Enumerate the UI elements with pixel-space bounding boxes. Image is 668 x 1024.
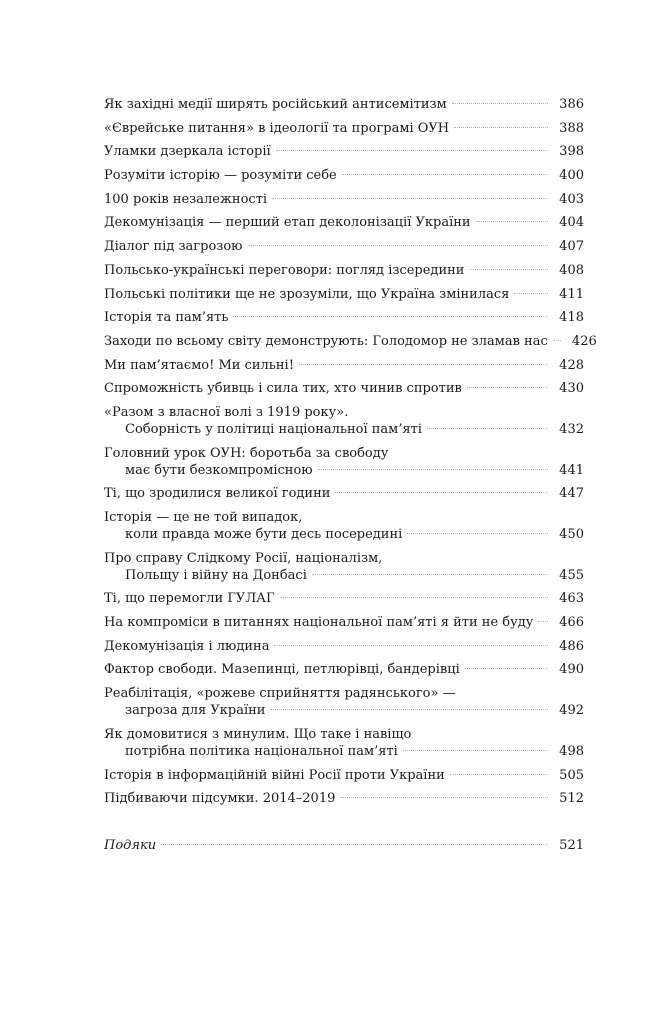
toc-entry-title: Ті, що перемогли ГУЛАГ [104, 591, 275, 607]
toc-entry-line [104, 238, 584, 255]
toc-page-number: 418 [559, 310, 584, 326]
toc-page-number: 498 [559, 743, 584, 759]
toc-entry-title: загроза для України [125, 703, 266, 719]
dot-leader [335, 492, 548, 493]
toc-entry-title: має бути безкомпромісною [125, 462, 313, 478]
toc-entry-line [104, 120, 584, 137]
toc-entry [104, 357, 584, 374]
toc-entry-title: Уламки дзеркала історії [104, 144, 271, 160]
dot-leader [312, 574, 548, 575]
dot-leader [274, 645, 548, 646]
toc-entry [104, 380, 584, 397]
toc-entry [104, 638, 584, 655]
toc-entry-title: Декомунізація — перший етап деколонізації України [104, 215, 471, 231]
toc-entry-title: коли правда може бути десь посередині [125, 527, 403, 542]
toc-entry-line [104, 790, 584, 807]
toc-entry [104, 143, 584, 160]
toc-entry-line [104, 421, 584, 438]
toc-entry [104, 767, 584, 784]
toc-entry-line [104, 767, 584, 784]
toc-entry [104, 590, 584, 607]
dot-leader [553, 340, 561, 341]
toc-entry-line [104, 509, 584, 526]
dot-leader [427, 428, 548, 429]
toc-entry-title: 100 років незалежності [104, 191, 268, 207]
toc-entry [104, 214, 584, 231]
toc-page-number: 426 [571, 333, 597, 349]
toc-entry-line [104, 661, 584, 678]
toc-entry-line [104, 214, 584, 231]
dot-leader [403, 750, 548, 751]
toc-entry-line [104, 333, 597, 350]
toc-page-number: 490 [559, 662, 584, 678]
dot-leader [469, 269, 548, 270]
toc-page-number: 403 [559, 191, 584, 207]
toc-entry-title: Історія в інформаційній війні Росії проти України [104, 767, 445, 783]
toc-entry-line [104, 262, 584, 279]
toc-entry-title: Ми пам’ятаємо! Ми сильні! [104, 357, 294, 373]
toc-entry [104, 726, 584, 760]
toc-page-number: 430 [559, 381, 584, 397]
toc-page-number: 408 [559, 262, 584, 278]
toc-entry-line [104, 726, 584, 743]
dot-leader [233, 316, 548, 317]
toc-page-number: 411 [559, 286, 584, 302]
toc-entry-line [104, 702, 584, 719]
toc-entry-line [104, 380, 584, 397]
toc-page-number: 400 [559, 168, 584, 184]
dot-leader [407, 533, 548, 534]
toc-entry-line [104, 309, 584, 326]
toc-entry-title: Польські політики ще не зрозуміли, що Україна змінилася [104, 286, 510, 302]
toc-entry [104, 167, 584, 184]
toc-entry [104, 509, 584, 543]
dot-leader [514, 293, 548, 294]
dot-leader [276, 150, 548, 151]
toc-entry [104, 445, 584, 479]
dot-leader [342, 174, 548, 175]
toc-entry-title: Ті, що зродилися великої години [104, 486, 331, 502]
toc-entry-line [104, 143, 584, 160]
toc-entry-line [104, 743, 584, 760]
toc-page-number: 432 [559, 421, 584, 437]
toc-entry [104, 790, 584, 807]
dot-leader [538, 621, 548, 622]
toc-entry-title: Соборність у політиці національної пам’яті [125, 421, 422, 437]
toc-entry-title: Як західні медії ширять російський антисемітизм [104, 97, 447, 112]
toc-entry [104, 614, 584, 631]
toc-entry-title: Історія та пам’ять [104, 310, 229, 326]
toc-entry-title: «Єврейське питання» в ідеології та програмі ОУН [104, 120, 450, 136]
toc-entry-title: Діалог під загрозою [104, 239, 243, 255]
toc-entry-title: Польсько-українські переговори: погляд ізсередини [104, 262, 465, 278]
toc-entry-title: На компроміси в питаннях національної пам’яті я йти не буду [104, 615, 534, 631]
dot-leader [465, 668, 548, 669]
toc-entry [104, 120, 584, 137]
toc-entry-title: Історія — це не той випадок, [104, 510, 303, 525]
toc-entry-title: Заходи по всьому світу демонструють: Голодомор не зламав нас [104, 333, 548, 349]
toc-entry-line [104, 167, 584, 184]
toc-entry-title: Як домовитися з минулим. Що таке і навіщо [104, 726, 412, 742]
dot-leader [272, 198, 548, 199]
dot-leader [452, 103, 548, 104]
toc-page-number: 486 [559, 638, 584, 654]
dot-leader [299, 364, 548, 365]
toc-entry-line [104, 590, 584, 607]
toc-entry [104, 333, 597, 350]
toc-page-number: 450 [559, 527, 584, 542]
toc-entry-line [104, 286, 584, 303]
toc-page-number: 386 [559, 97, 584, 112]
toc-entry-line [104, 96, 584, 113]
toc-entry-title: Про справу Слідкому Росії, націоналізм, [104, 550, 383, 566]
dot-leader [248, 245, 549, 246]
toc-entry-line [104, 837, 584, 854]
toc-page-number: 407 [559, 239, 584, 255]
toc-page-number: 398 [559, 144, 584, 160]
toc-page-number: 455 [559, 567, 584, 583]
toc-entry-line [104, 357, 584, 374]
toc-entry [104, 837, 584, 854]
toc-entry [104, 550, 584, 584]
toc-entry-title: Фактор свободи. Мазепинці, петлюрівці, бандерівці [104, 662, 460, 678]
toc-entry [104, 485, 584, 502]
toc-page-number: 466 [559, 615, 584, 631]
toc-entry-line [104, 685, 584, 702]
dot-leader [340, 797, 548, 798]
toc-entry-title: Спроможність убивць і сила тих, хто чинив спротив [104, 381, 462, 397]
dot-leader [467, 387, 548, 388]
toc-page-number: 404 [559, 215, 584, 231]
toc-page-number: 447 [559, 486, 584, 502]
toc-entry-line [104, 191, 584, 208]
toc-entry-title: Реабілітація, «рожеве сприйняття радянського» — [104, 686, 456, 702]
toc-page-number: 505 [559, 767, 584, 783]
toc-entry [104, 262, 584, 279]
toc-entry-line [104, 614, 584, 631]
toc-entry-line [104, 526, 584, 543]
dot-leader [454, 127, 548, 128]
toc-page-number: 388 [559, 120, 584, 136]
dot-leader [476, 221, 548, 222]
toc-entry-line [104, 638, 584, 655]
toc-entry-title: потрібна політика національної пам’яті [125, 743, 398, 759]
toc-page-number: 492 [559, 703, 584, 719]
toc-entry [104, 191, 584, 208]
toc-entry [104, 286, 584, 303]
dot-leader [450, 774, 548, 775]
toc-entry [104, 309, 584, 326]
toc-entry-title: Підбиваючи підсумки. 2014–2019 [104, 791, 336, 807]
toc-page-number: 441 [559, 462, 584, 478]
toc-entry-line [104, 462, 584, 479]
toc-entry [104, 685, 584, 719]
dot-leader [280, 597, 548, 598]
table-of-contents [104, 96, 597, 861]
toc-entry-line [104, 404, 584, 421]
toc-entry-title: Розуміти історію — розуміти себе [104, 168, 337, 184]
toc-entry-title: «Разом з власної волі з 1919 року». [104, 404, 349, 420]
toc-entry-title: Польщу і війну на Донбасі [125, 567, 307, 583]
toc-entry [104, 661, 584, 678]
toc-entry-line [104, 550, 584, 567]
toc-page-number: 463 [559, 591, 584, 607]
toc-entry-title: Декомунізація і людина [104, 638, 270, 654]
toc-page-number: 521 [559, 838, 584, 854]
toc-entry-line [104, 485, 584, 502]
toc-entry-line [104, 567, 584, 584]
toc-entry-title: Подяки [104, 838, 157, 854]
toc-page-number: 512 [559, 791, 584, 807]
toc-entry [104, 96, 584, 113]
toc-entry-line [104, 445, 584, 462]
dot-leader [318, 469, 548, 470]
toc-entry [104, 238, 584, 255]
toc-entry [104, 404, 584, 438]
toc-entry-title: Головний урок ОУН: боротьба за свободу [104, 445, 389, 461]
dot-leader [161, 844, 548, 845]
dot-leader [270, 709, 548, 710]
toc-page-number: 428 [559, 357, 584, 373]
